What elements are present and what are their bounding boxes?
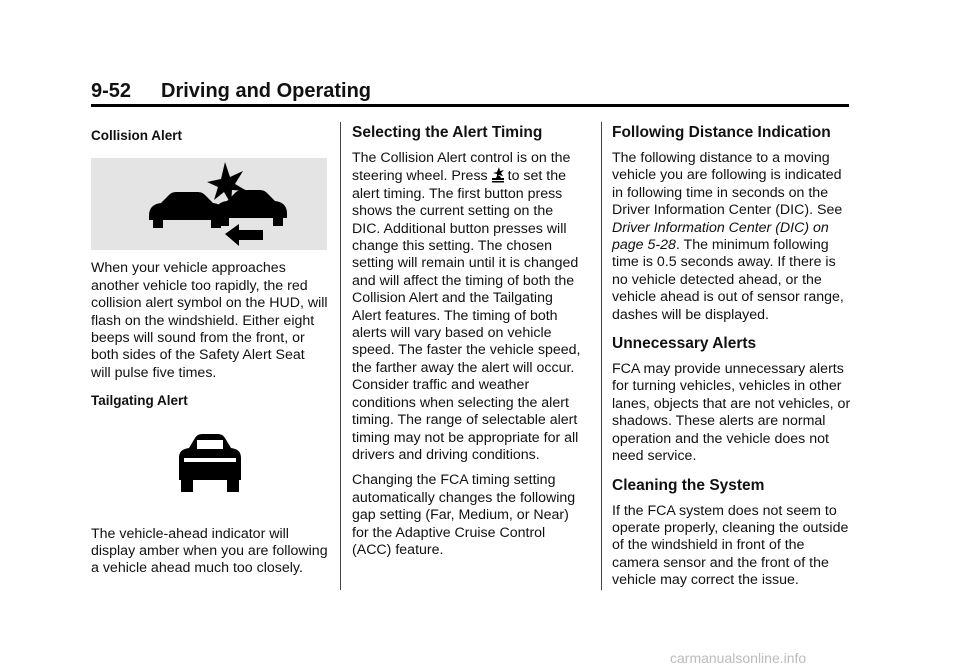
column-divider-2 (601, 122, 602, 590)
column-right (612, 124, 852, 598)
alert-timing-text-before: The Collision Alert control is on the steering wheel. Press (352, 150, 571, 185)
alert-timing-paragraph (352, 150, 584, 464)
page-number: 9-52 (91, 80, 132, 102)
unnecessary-alerts-heading: Unnecessary Alerts (612, 335, 757, 353)
unnecessary-alerts-paragraph: FCA may provide unnecessary alerts for turning vehicles, vehicles in other lanes, objects that are not vehicles, or shadows. These alerts are normal operation and the vehicle does not need service. (612, 361, 851, 465)
alert-timing-text-after: to set the alert timing. The first button press shows the current setting on the DIC. Additional button presses will change this setting. The chosen setting will remain until it is changed and will affect the timing of both the Collision Alert and the Tailgating Alert features. The timing of both alerts will vary based on vehicle speed. The faster the vehicle speed, the farther away the alert will occur. Consider traffic and weather conditions when selecting the alert timing. The range of selectable alert timing may not be appropriate for all drivers and driving conditions. (352, 168, 581, 463)
following-distance-paragraph (612, 150, 852, 324)
column-left (91, 124, 328, 586)
following-distance-heading: Following Distance Indication (612, 124, 831, 141)
section-title: Driving and Operating (161, 80, 372, 102)
tailgating-alert-figure (91, 424, 327, 516)
collision-alert-label: Collision Alert (91, 128, 183, 143)
fca-timing-paragraph: Changing the FCA timing setting automatically changes the following gap setting (Far, Medium, or Near) for the Adaptive Cruise Control (ACC) feature. (352, 472, 576, 558)
cleaning-system-heading: Cleaning the System (612, 476, 765, 494)
page-header (91, 80, 851, 106)
vehicle-ahead-icon (91, 424, 327, 516)
column-middle (352, 124, 584, 567)
column-divider-1 (340, 122, 341, 590)
alert-timing-icon (490, 167, 506, 183)
following-distance-text-before: The following distance to a moving vehicle you are following is indicated in following time in seconds on the Driver Information Center (DIC). See (612, 150, 843, 219)
alert-timing-heading: Selecting the Alert Timing (352, 124, 543, 141)
collision-alert-icon (91, 158, 327, 250)
watermark: carmanualsonline.info (670, 650, 807, 666)
following-distance-text-after: . The minimum following time is 0.5 seconds away. If there is no vehicle detected ahead, or the vehicle ahead is out of sensor range, dashes will be displayed. (612, 237, 844, 323)
cleaning-system-paragraph: If the FCA system does not seem to operate properly, cleaning the outside of the windshield in front of the camera sensor and the front of the vehicle may correct the issue. (612, 502, 849, 589)
tailgating-alert-text: The vehicle-ahead indicator will display amber when you are following a vehicle ahead much too closely. (91, 525, 328, 577)
collision-alert-text: When your vehicle approaches another vehicle too rapidly, the red collision alert symbol on the HUD, will flash on the windshield. Either eight beeps will sound from the front, or both sides of the Safety Alert Seat will pulse five times. (91, 260, 328, 381)
collision-alert-figure (91, 158, 327, 250)
header-rule (91, 104, 849, 107)
tailgating-alert-label: Tailgating Alert (91, 393, 188, 409)
dic-page-reference[interactable]: Driver Information Center (DIC) on page 5-28 (612, 219, 829, 254)
